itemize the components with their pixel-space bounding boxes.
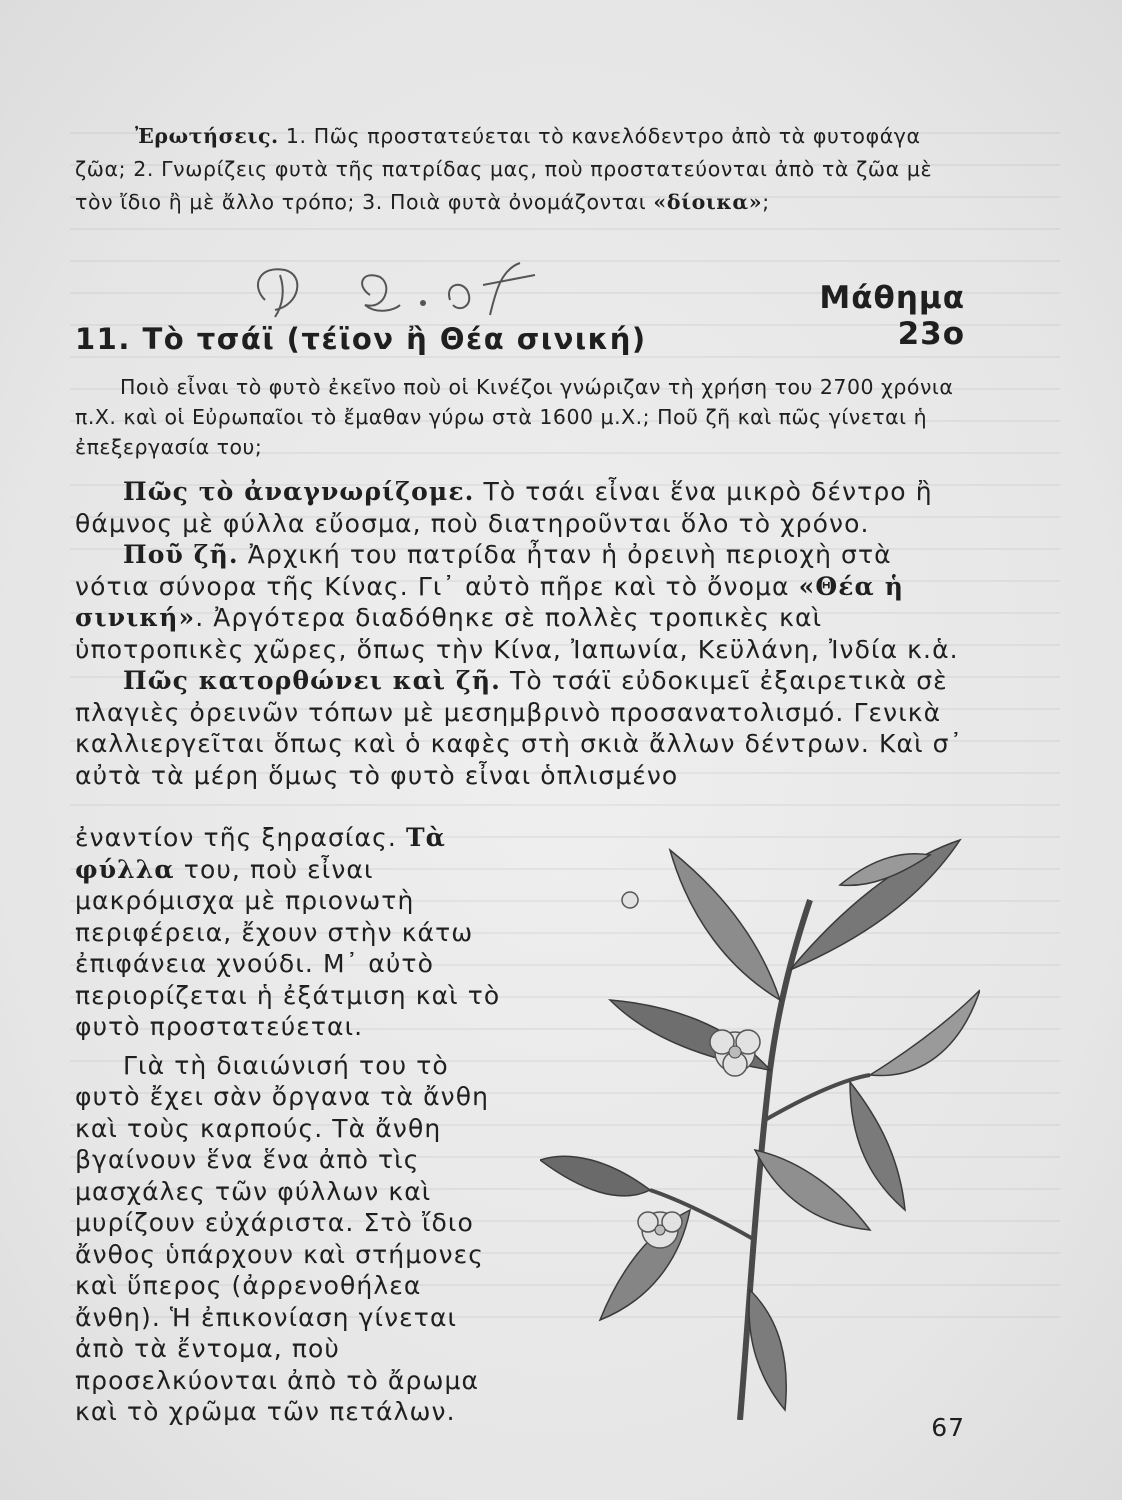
page-number: 67 [931, 1413, 965, 1442]
questions-end: ; [762, 190, 770, 214]
paragraph-habitat [75, 539, 965, 665]
paragraph-text-continued: . Ἀργότερα διαδόθηκε σὲ πολλὲς τροπικὲς καὶ ὑποτροπικὲς χῶρες, ὅπως τὴν Κίνα, Ἰαπωνία, Κεϋλάνη, Ἰνδία κ.ἁ. [75, 603, 959, 664]
lesson-label: Μάθημα 23ο [819, 280, 965, 352]
body-narrow-column [75, 822, 515, 1428]
paragraph-bold-term: Τὰ φύλλα [75, 823, 446, 884]
questions-block [75, 120, 975, 219]
paragraph-reproduction: Γιὰ τὴ διαιώνισή του τὸ φυτὸ ἔχει σὰν ὄργανα τὰ ἄνθη καὶ τοὺς καρπούς. Τὰ ἄνθη βγαίνουν ἕνα ἕνα ἀπὸ τὶς μασχάλες τῶν φύλλων καὶ μυρίζουν εὐχάριστα. Στὸ ἴδιο ἄνθος ὑπάρχουν καὶ στήμονες καὶ ὕπερος (ἀρρενοθήλεα ἄνθη). Ἡ ἐπικονίαση γίνεται ἀπὸ τὰ ἔντομα, ποὺ προσελκύονται ἀπὸ τὸ ἄρωμα καὶ τὸ χρῶμα τῶν πετάλων. [75, 1050, 490, 1426]
paragraph-text: ἐναντίον τῆς ξηρασίας. [75, 823, 406, 852]
chapter-title: 11. Τὸ τσάϊ (τέϊον ἢ Θέα σινική) [75, 322, 647, 356]
body-full-width [75, 476, 965, 791]
paragraph-label: Πῶς κατορθώνει καὶ ζῆ. [123, 666, 501, 695]
paragraph-text-continued: του, ποὺ εἶναι μακρόμισχα μὲ πριονωτὴ περιφέρεια, ἔχουν στὴν κάτω ἐπιφάνεια χνούδι. Μ᾿ αὐτὸ περιορίζεται ἡ ἐξάτμιση καὶ τὸ φυτὸ προστατεύεται. [75, 854, 501, 1041]
intro-text: Ποιὸ εἶναι τὸ φυτὸ ἐκεῖνο ποὺ οἱ Κινέζοι γνώριζαν τὴ χρήση του 2700 χρόνια π.Χ. καὶ οἱ Εὐρωπαῖοι τὸ ἔμαθαν γύρω στὰ 1600 μ.Χ.; Ποῦ ζῆ καὶ πῶς γίνεται ἡ ἐπεξεργασία του; [75, 375, 954, 459]
paragraph-bold-term: «Θέα ἡ σινική» [75, 571, 904, 632]
questions-bold-term: «δίοικα» [653, 190, 763, 214]
intro-paragraph [75, 372, 965, 462]
paragraph-text: Τὸ τσάι εἶναι ἕνα μικρὸ δέντρο ἢ θάμνος μὲ φύλλα εὔοσμα, ποὺ διατηροῦνται ὅλο τὸ χρόνο. [75, 477, 933, 538]
paragraph-text: Ἀρχική του πατρίδα ἦταν ἡ ὀρεινὴ περιοχὴ στὰ νότια σύνορα τῆς Κίνας. Γι᾿ αὐτὸ πῆρε καὶ τὸ ὄνομα [75, 540, 892, 601]
paragraph-adaptation-continued [75, 822, 515, 1043]
paragraph-recognition [75, 476, 965, 539]
tea-plant-illustration [540, 820, 980, 1420]
paragraph-adaptation [75, 665, 965, 791]
handwritten-scribble [245, 255, 565, 325]
questions-text: 1. Πῶς προστατεύεται τὸ κανελόδεντρο ἀπὸ τὰ φυτοφάγα ζῶα; 2. Γνωρίζεις φυτὰ τῆς πατρίδας μας, ποὺ προστατεύονται ἀπὸ τὰ ζῶα μὲ τὸν ἴδιο ἢ μὲ ἄλλο τρόπο; 3. Ποιὰ φυτὰ ὀνομάζονται [75, 124, 933, 214]
questions-label: Ἐρωτήσεις. [135, 124, 279, 148]
paragraph-label: Πῶς τὸ ἀναγνωρίζομε. [123, 477, 475, 506]
paragraph-label: Ποῦ ζῆ. [123, 540, 239, 569]
paragraph-text: Τὸ τσάϊ εὐδοκιμεῖ ἐξαιρετικὰ σὲ πλαγιὲς ὀρεινῶν τόπων μὲ μεσημβρινὸ προσανατολισμό. Γενικὰ καλλιεργεῖται ὅπως καὶ ὁ καφὲς στὴ σκιὰ ἄλλων δέντρων. Καὶ σ᾿ αὐτὰ τὰ μέρη ὅμως τὸ φυτὸ εἶναι ὁπλισμένο [75, 666, 964, 790]
